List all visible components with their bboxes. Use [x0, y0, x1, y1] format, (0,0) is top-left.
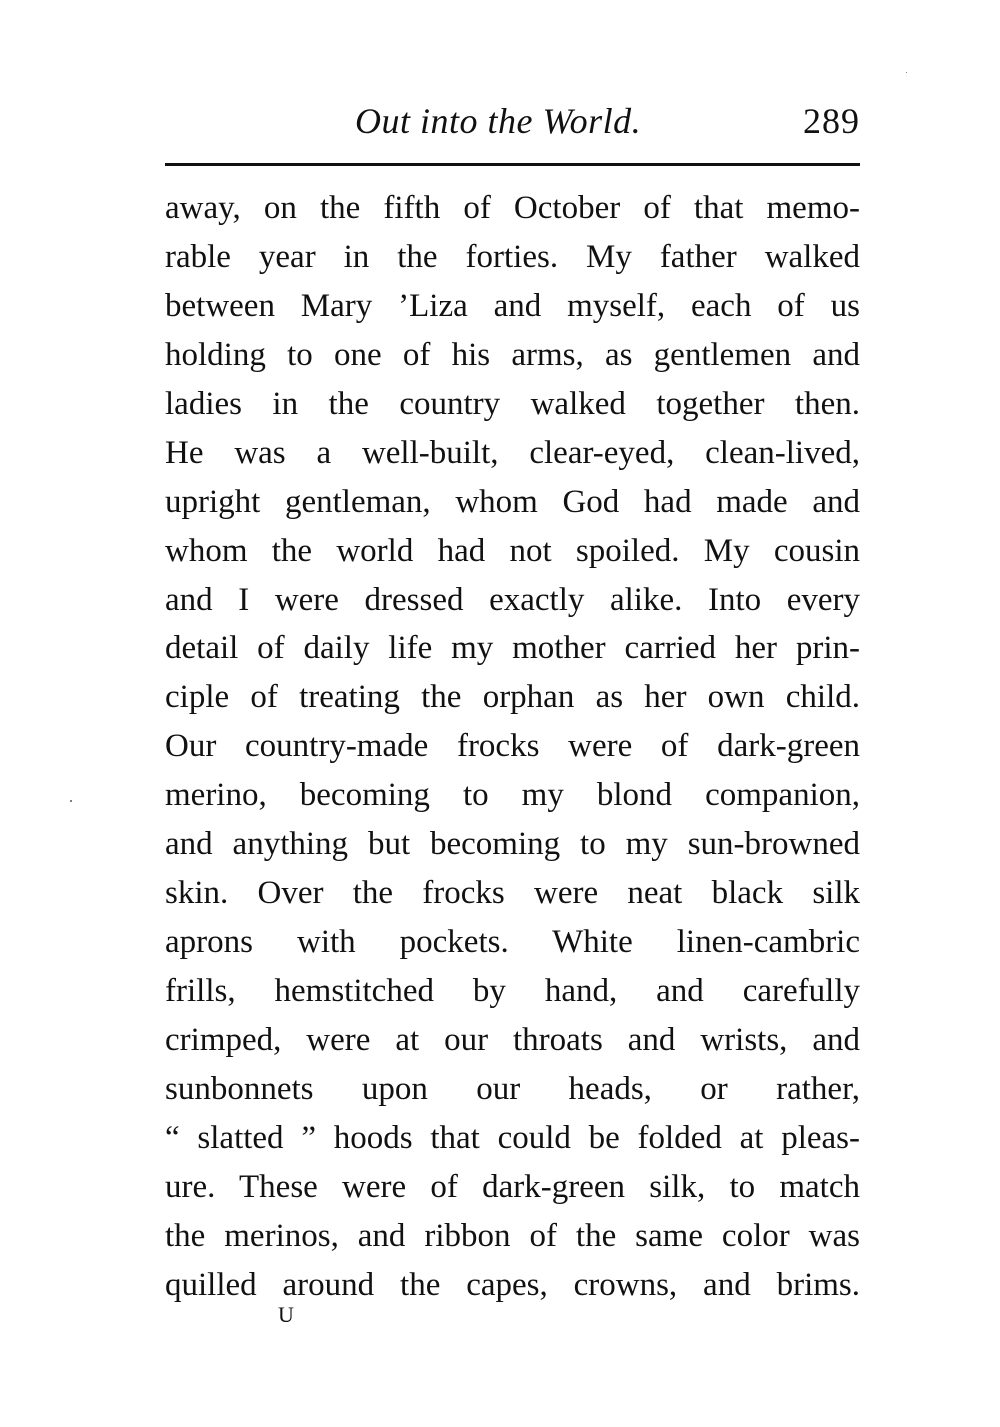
text-line: detail of daily life my mother carried her prin- — [165, 630, 860, 667]
text-line: merino, becoming to my blond companion, — [165, 777, 860, 814]
text-line: between Mary ’Liza and myself, each of us — [165, 287, 860, 324]
running-head — [165, 100, 860, 150]
text-line: and I were dressed exactly alike. Into every — [165, 581, 860, 618]
text-line: whom the world had not spoiled. My cousin — [165, 532, 860, 569]
paper-speck — [906, 72, 907, 73]
text-line: frills, hemstitched by hand, and carefully — [165, 973, 860, 1009]
header-rule — [165, 163, 860, 166]
text-line: the merinos, and ribbon of the same color was — [165, 1217, 860, 1254]
text-line: ciple of treating the orphan as her own child. — [165, 679, 860, 716]
text-line: aprons with pockets. White linen-cambric — [165, 924, 860, 961]
text-line: rable year in the forties. My father walked — [165, 238, 860, 275]
page-number: 289 — [803, 101, 860, 141]
paper-speck — [70, 800, 72, 802]
text-line: sunbonnets upon our heads, or rather, — [165, 1070, 860, 1107]
text-line: quilled around the capes, crowns, and brims. — [165, 1266, 860, 1303]
body-text — [165, 184, 860, 1310]
text-line: crimped, were at our throats and wrists, and — [165, 1021, 860, 1058]
text-line: Our country-made frocks were of dark-green — [165, 728, 860, 765]
text-line: ladies in the country walked together then. — [165, 385, 860, 422]
text-line: skin. Over the frocks were neat black silk — [165, 875, 860, 912]
text-line: He was a well-built, clear-eyed, clean-lived, — [165, 434, 860, 471]
text-line: upright gentleman, whom God had made and — [165, 483, 860, 520]
signature-mark: U — [278, 1302, 295, 1327]
text-line: ure. These were of dark-green silk, to match — [165, 1168, 860, 1205]
text-line: holding to one of his arms, as gentlemen and — [165, 336, 860, 373]
running-title: Out into the World. — [355, 101, 642, 141]
text-line: away, on the fifth of October of that memo- — [165, 190, 860, 226]
text-line: “ slatted ” hoods that could be folded at pleas- — [165, 1119, 860, 1156]
text-line: and anything but becoming to my sun-browned — [165, 826, 860, 863]
